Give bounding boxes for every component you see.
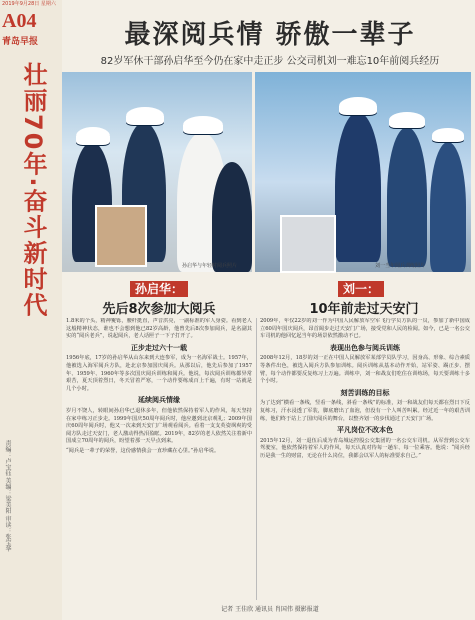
subheadline: 82岁军休干部孙启华至今仍在家中走正步 公交司机刘一难忘10年前阅兵经历	[100, 56, 440, 67]
left-photo	[62, 72, 252, 272]
right-title: 10年前走过天安门	[309, 302, 419, 317]
left-name-tag: 孙启华：	[130, 281, 188, 297]
right-subhead-2: 刻苦训练的目标	[340, 388, 390, 397]
right-column	[260, 318, 470, 602]
left-para-2: 岁月不饶人，转眼间孙启华已退休多年，但他依然保持着军人的作风，每天坚持在家中练习正步走。1999年国庆50周年阅兵时，他应邀到北京观礼；2009年国庆60周年阅兵时，他又一次来到天安门广场观看阅兵。看着一支支英姿飒爽的受阅方队走过天安门，老人激动得热泪盈眶。2019年，82岁的老人依然关注着新中国成立70周年的阅兵，盼望着那一天早点到来。	[66, 407, 252, 445]
left-title: 先后8次参加大阅兵	[102, 302, 216, 317]
left-para-1: 1956年底，17岁的孙启华从山东来到大连参军，成为一名海军战士。1957年，他被选入海军阅兵方队，赴北京参加国庆阅兵。从那以后，他先后参加了1957年、1959年、1960年等多次国庆阅兵训练和阅兵。他说，每次阅兵训练都异常艰苦，夏天顶着烈日，冬天冒着严寒，一个动作要练成百上千遍，有时一站就是几个小时。	[66, 355, 252, 392]
left-column	[66, 318, 252, 602]
left-subhead-1: 正步走过六十一载	[131, 343, 187, 352]
side-credits: 责编：卢宝钰 美编：梁美阳 审读：张宝华	[4, 440, 11, 552]
column-divider	[256, 318, 257, 600]
liu-yi-portrait	[280, 215, 336, 273]
right-photo-caption: 刘一当年阅兵训练照片	[375, 263, 426, 269]
left-intro: 1.8米的个头，精神矍铄，腰杆挺直，声音洪亮，一副标准的军人身姿。看到老人这般精神状态，谁也不会想到他已82岁高龄，他曾先后8次参加阅兵，是名副其实的“阅兵老兵”，说起阅兵，老人话匣子一下子打开了。	[66, 318, 252, 340]
left-para-3: “阅兵是一辈子的荣誉，这份感情我会一直珍藏在心里。”孙启华说。	[66, 447, 220, 454]
headline: 最深阅兵情 骄傲一辈子	[124, 20, 416, 50]
left-photo-caption: 孙启华与年轻时阅兵照片	[182, 263, 238, 269]
byline: 记者 王佳欣 通讯员 肖国伟 摄影报道	[221, 606, 319, 613]
right-name-tag: 刘一：	[338, 281, 384, 297]
right-intro: 2009年，年仅22岁的刘一作为中国人民解放军空军飞行学员方队的一员，参加了新中国成立60周年国庆阅兵，昂首阔步走过天安门广场，接受党和人民的检阅。如今，已是一名公交车司机的他回忆起当年的场景依然激动不已。	[260, 318, 470, 340]
right-para-2: 为了达到“横看一条线，竖看一条线，斜看一条线”的标准，刘一和战友们每天都在烈日下反复练习，汗水浸透了军装，脚底磨出了血泡，但没有一个人叫苦叫累。经过近一年的艰苦训练，他们终于站上了国庆阅兵的舞台，以整齐划一的步伐通过了天安门广场。	[260, 400, 470, 422]
sun-qihua-portrait	[95, 205, 147, 267]
right-subhead-3: 平凡岗位不改本色	[337, 426, 393, 435]
right-para-1: 2008年12月，18岁的刘一正在中国人民解放军某部学员队学习，因身高、形象、综合素质等条件出色，被选入阅兵方队参加训练。阅兵训练从基本动作开始，站军姿、踢正步、摆臂，每个动作都要反复练习上万遍。训练中，刘一和战友们吃住在训练场，每天要训练十多个小时。	[260, 355, 470, 385]
dateline: 2019年9月28日 星期六	[2, 1, 56, 7]
section-name: 青岛早报	[2, 37, 39, 47]
left-subhead-2: 延续阅兵情缘	[138, 396, 180, 405]
right-subhead-1: 表现出色参与阅兵训练	[330, 343, 400, 352]
page-number: A04	[2, 10, 37, 32]
vertical-slogan: 壮丽70年·奋斗新时代	[19, 62, 47, 319]
right-para-3: 2015年12月，刘一退伍后成为青岛城运控股公交集团的一名公交车司机。从军营到公交车驾驶室，他依然保持着军人的作风，每天认真对待每一趟车、每一位乘客。他说：“阅兵经历是我一生的财富，无论在什么岗位，我都会以军人的标准要求自己。”	[260, 437, 470, 459]
page-sidebar	[0, 0, 62, 620]
